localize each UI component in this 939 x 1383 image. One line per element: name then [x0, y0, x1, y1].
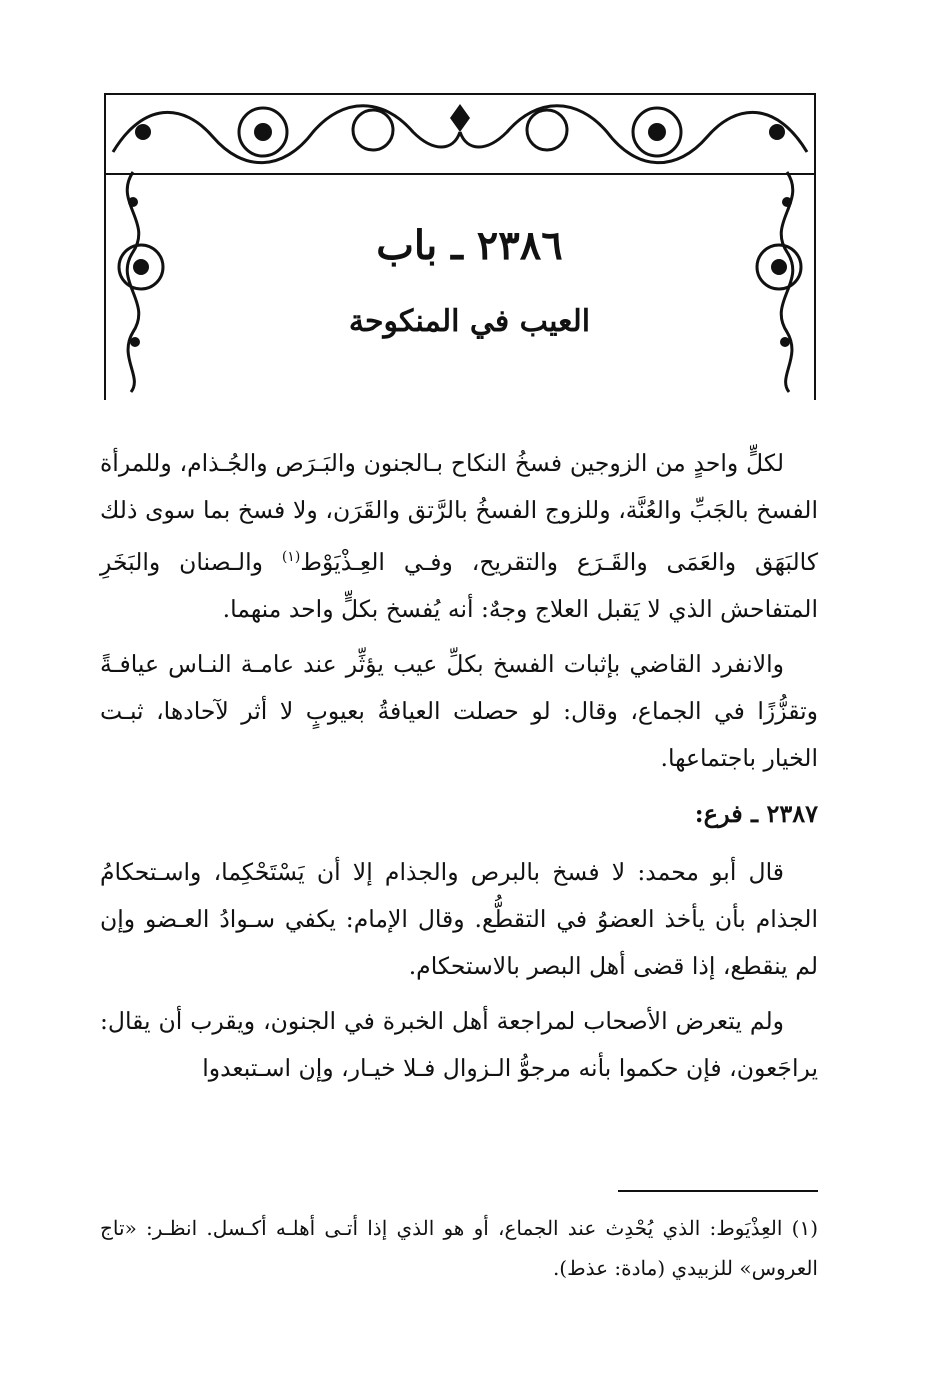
paragraph: ولم يتعرض الأصحاب لمراجعة أهل الخبرة في الجنون، ويقرب أن يقال: يراجَعون، فإن حكموا بأنه مرجوُّ الـزوال فـلا خيـار، وإن اسـتبعدوا [100, 1006, 818, 1082]
main-text [100, 440, 818, 1100]
section-heading: ٢٣٨٧ ـ فرع: [694, 798, 818, 828]
footnote-ref: (١) [281, 549, 301, 565]
footnote: (١) العِذْيَوط: الذي يُحْدِث عند الجماع، أو هو الذي إذا أتـى أهلـه أكـسل. انظـر: «تاج العروس» للزبيدي (مادة: عذط). [100, 1216, 818, 1280]
chapter-title: ٢٣٨٦ ـ باب [376, 222, 563, 269]
paragraph [100, 440, 818, 633]
paragraph: قال أبو محمد: لا فسخ بالبرص والجذام إلا أن يَسْتَحْكِما، واسـتحكامُ الجذام بأن يأخذ العضوُ في التقطُّع. وقال الإمام: يكفي سـوادُ العـضو وإن لم ينقطع، إذا قضى أهل البصر بالاستحكام. [100, 857, 818, 980]
paragraph-text: لكلٍّ واحدٍ من الزوجين فسخُ النكاح بـالجنون والبَـرَص والجُـذام، وللمرأة الفسخ بالجَبِّ والعُنَّة، وللزوج الفسخُ بالرَّتق والقَرَن، ولا فسخ بما سوى ذلك كالبَهَق والعَمَى والقَـرَع والتقريح، وفـي العِـذْيَوْط [100, 449, 819, 576]
chapter-subtitle: العيب في المنكوحة [348, 304, 591, 339]
paragraph-text-tail: والـصنان والبَخَرِ المتفاحش الذي لا يَقبل العلاج وجهٌ: أنه يُفسخ بكلٍّ واحد منهما. [100, 547, 818, 623]
paragraph: والانفرد القاضي بإثبات الفسخ بكلِّ عيب يؤثِّر عند عامـة النـاس عيافـةً وتقزُّزًا في الجماع، وقال: لو حصلت العيافةُ بعيوبٍ لا أثر لآحادها، ثبـت الخيار باجتماعها. [100, 649, 818, 772]
footnote-divider [618, 1190, 818, 1192]
